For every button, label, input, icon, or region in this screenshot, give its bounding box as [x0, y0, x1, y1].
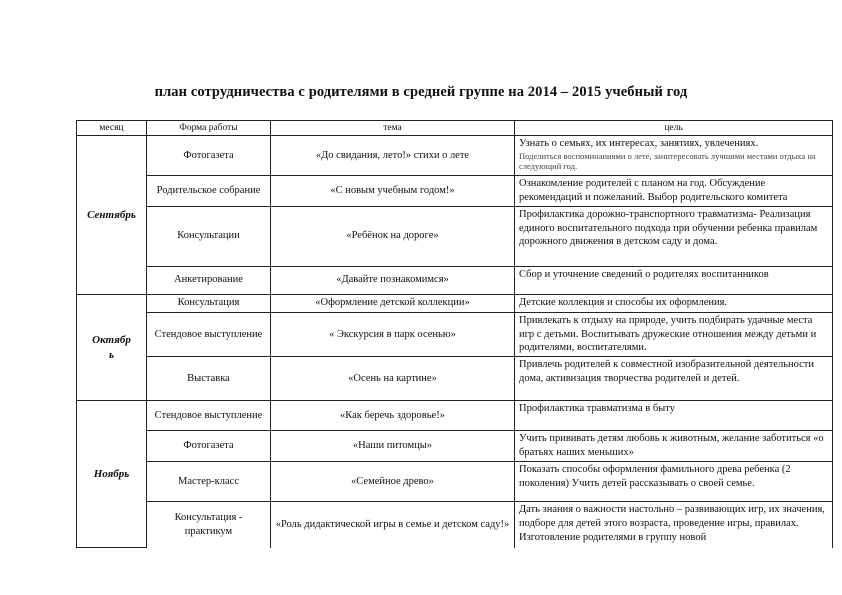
theme-cell: «Осень на картине» [271, 357, 515, 401]
header-form: Форма работы [147, 121, 271, 136]
table-row [77, 136, 833, 176]
form-cell: Стендовое выступление [147, 401, 271, 431]
month-september: Сентябрь [77, 136, 147, 295]
form-cell: Выставка [147, 357, 271, 401]
month-october-line2: ь [108, 348, 115, 361]
table-row [77, 294, 833, 312]
goal-note: Поделиться воспоминаниями о лете, заинтересовать лучшими местами отдыха на следующий год. [519, 150, 816, 172]
header-goal: цель [515, 121, 833, 136]
form-cell: Родительское собрание [147, 176, 271, 207]
theme-cell: «Оформление детской коллекции» [271, 294, 515, 312]
table-row [77, 266, 833, 294]
goal-cell: Привлечь родителей к совместной изобразительной деятельности дома, активизация творчества родителей и детей. [515, 357, 833, 401]
theme-cell: « Экскурсия в парк осенью» [271, 312, 515, 357]
form-cell: Фотогазета [147, 431, 271, 462]
form-cell: Анкетирование [147, 266, 271, 294]
table-row [77, 176, 833, 207]
goal-cell: Сбор и уточнение сведений о родителях воспитанников [515, 266, 833, 294]
plan-table [76, 120, 833, 548]
month-october-line1: Октябр [92, 333, 131, 346]
theme-cell: «До свидания, лето!» стихи о лете [271, 136, 515, 176]
goal-cell: Показать способы оформления фамильного древа ребенка (2 поколения) Учить детей рассказывать о своей семье. [515, 462, 833, 502]
theme-cell: «С новым учебным годом!» [271, 176, 515, 207]
goal-cell: Ознакомление родителей с планом на год. Обсуждение рекомендаций и пожеланий. Выбор родительского комитета [515, 176, 833, 207]
month-november: Ноябрь [77, 401, 147, 548]
theme-cell: «Ребёнок на дороге» [271, 206, 515, 266]
page-title: план сотрудничества с родителями в средней группе на 2014 – 2015 учебный год [154, 84, 688, 100]
table-header-row [77, 121, 833, 136]
goal-cell: Учить прививать детям любовь к животным, желание заботиться «о братьях наших меньших» [515, 431, 833, 462]
form-cell: Консультация [147, 294, 271, 312]
goal-text: Узнать о семьях, их интересах, занятиях, увлечениях. [519, 138, 759, 149]
table-row [77, 462, 833, 502]
header-theme: тема [271, 121, 515, 136]
theme-cell: «Наши питомцы» [271, 431, 515, 462]
header-month: месяц [77, 121, 147, 136]
goal-cell: Детские коллекция и способы их оформления. [515, 294, 833, 312]
table-row [77, 502, 833, 548]
table-row [77, 431, 833, 462]
goal-cell: Профилактика травматизма в быту [515, 401, 833, 431]
goal-cell: Профилактика дорожно-транспортного травматизма- Реализация единого воспитательного подхода при обучении ребенка правилам дорожного движения в детском саду и дома. [515, 206, 833, 266]
table-row [77, 357, 833, 401]
month-october [77, 294, 147, 401]
form-cell: Консультация - практикум [147, 502, 271, 548]
theme-cell: «Роль дидактической игры в семье и детском саду!» [271, 502, 515, 548]
table-row [77, 401, 833, 431]
theme-cell: «Семейное древо» [271, 462, 515, 502]
form-cell: Стендовое выступление [147, 312, 271, 357]
theme-cell: «Давайте познакомимся» [271, 266, 515, 294]
table-row [77, 206, 833, 266]
form-cell: Консультации [147, 206, 271, 266]
goal-cell: Дать знания о важности настольно – развивающих игр, их значения, подборе для детей этого возраста, проведение игры, правилах. Изготовление родителями в группу новой [515, 502, 833, 548]
table-row [77, 312, 833, 357]
goal-cell [515, 136, 833, 176]
goal-cell: Привлекать к отдыху на природе, учить подбирать удачные места игр с детьми. Воспитывать дружеские отношения между детьми и родителями, воспитателями. [515, 312, 833, 357]
form-cell: Фотогазета [147, 136, 271, 176]
theme-cell: «Как беречь здоровье!» [271, 401, 515, 431]
form-cell: Мастер-класс [147, 462, 271, 502]
